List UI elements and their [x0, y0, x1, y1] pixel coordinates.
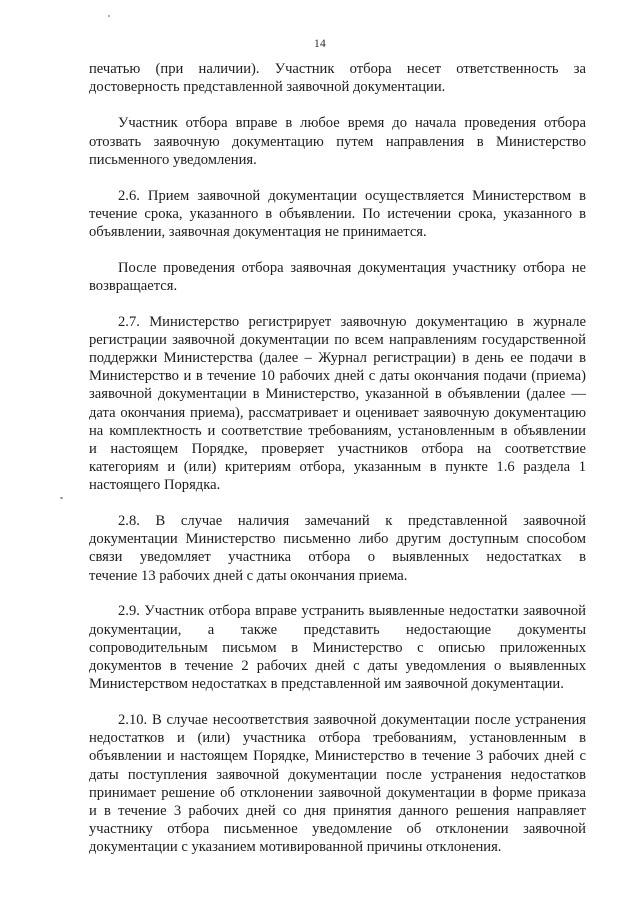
scan-speck: [108, 15, 110, 17]
text-line: даты поступления заявочной документации после устранения недостатков: [89, 766, 586, 783]
text-line: документов в течение 2 рабочих дней с даты уведомления о выявленных: [89, 657, 586, 674]
text-line: регистрации заявочной документации по всем направлениям государственной: [89, 331, 586, 348]
text-line: 2.10. В случае несоответствия заявочной документации после устранения: [118, 711, 586, 728]
text-line: течение 13 рабочих дней с даты окончания приема.: [89, 567, 408, 584]
text-line: сопроводительным письмом в Министерство с описью приложенных: [89, 639, 586, 656]
paragraph-withdrawal: [89, 114, 586, 169]
paragraph-continuation: [89, 60, 586, 96]
text-line: письменного уведомления.: [89, 151, 257, 168]
paragraph-2-9: [89, 602, 586, 693]
text-line: принимает решение об отклонении заявочной документации в форме приказа: [89, 784, 586, 801]
text-line: заявочной документации в Министерство, указанной в объявлении (далее —: [89, 386, 586, 403]
scan-speck: [60, 497, 63, 499]
text-line: 2.9. Участник отбора вправе устранить выявленные недостатки заявочной: [118, 603, 586, 620]
text-line: отозвать заявочную документацию путем направления в Министерство: [89, 133, 586, 150]
document-body: [89, 60, 586, 874]
text-line: и настоящем Порядке, проверяет участников отбора на соответствие: [89, 440, 586, 457]
text-line: 2.8. В случае наличия замечаний к представленной заявочной: [118, 513, 586, 530]
paragraph-not-returned: [89, 259, 586, 295]
paragraph-2-8: [89, 512, 586, 585]
text-line: возвращается.: [89, 277, 178, 294]
text-line: недостатков и (или) участника отбора требованиям, установленным в: [89, 730, 586, 747]
text-line: Министерство и в течение 10 рабочих дней с даты окончания подачи (приема): [89, 368, 586, 385]
paragraph-2-7: [89, 313, 586, 495]
text-line: поддержки Министерства (далее – Журнал регистрации) в день ее подачи в: [89, 349, 586, 366]
text-line: объявлении и настоящем Порядке, Министерство в течение 3 рабочих дней с: [89, 748, 586, 765]
paragraph-2-10: [89, 711, 586, 857]
text-line: объявлении, заявочная документация не принимается.: [89, 223, 427, 240]
text-line: категориям и (или) критериям отбора, указанным в пункте 1.6 раздела 1: [89, 459, 586, 476]
text-line: течение срока, указанного в объявлении. По истечении срока, указанного в: [89, 205, 586, 222]
text-line: и в течение 3 рабочих дней со дня принятия данного решения направляет: [89, 802, 586, 819]
text-line: участнику отбора письменное уведомление об отклонении заявочной: [89, 821, 586, 838]
text-line: 2.6. Прием заявочной документации осуществляется Министерством в: [118, 187, 586, 204]
text-line: документации, а также представить недостающие документы: [89, 621, 586, 638]
text-line: После проведения отбора заявочная документация участнику отбора не: [118, 259, 586, 276]
text-line: настоящего Порядка.: [89, 477, 221, 494]
text-line: Участник отбора вправе в любое время до начала проведения отбора: [118, 115, 586, 132]
text-line: достоверность представленной заявочной документации.: [89, 79, 446, 96]
text-line: печатью (при наличии). Участник отбора несет ответственность за: [89, 61, 586, 77]
paragraph-2-6: [89, 187, 586, 242]
text-line: связи уведомляет участника отбора о выявленных недостатках в: [89, 549, 586, 566]
text-line: дата окончания приема), рассматривает и оценивает заявочную документацию: [89, 404, 586, 421]
text-line: 2.7. Министерство регистрирует заявочную документацию в журнале: [118, 313, 586, 330]
text-line: документации с указанием мотивированной причины отклонения.: [89, 839, 502, 856]
text-line: на комплектность и соответствие требованиям, установленным в объявлении: [89, 422, 586, 439]
page-number: 14: [313, 38, 327, 50]
text-line: Министерством недостатках в представленной им заявочной документации.: [89, 676, 564, 693]
text-line: документации Министерство письменно либо другим доступным способом: [89, 531, 586, 548]
